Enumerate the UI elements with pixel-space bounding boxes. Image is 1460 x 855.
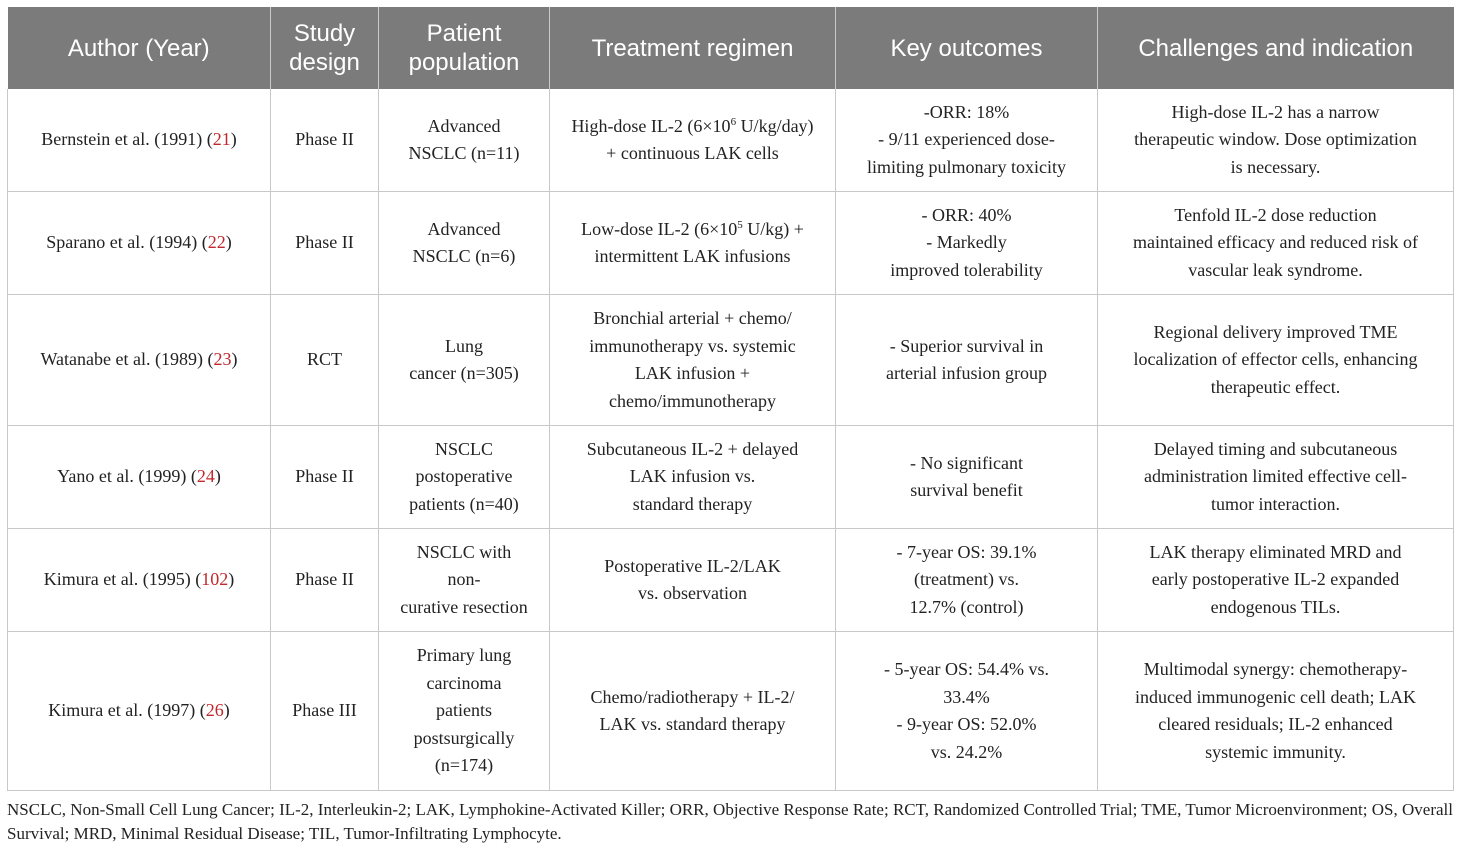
author-cell: Kimura et al. (1995) (102) — [8, 529, 271, 632]
table-row — [8, 426, 1454, 529]
reference-link[interactable]: 102 — [201, 569, 229, 590]
author-cell: Kimura et al. (1997) (26) — [8, 632, 271, 791]
treatment-cell: Bronchial arterial + chemo/ immunotherapy vs. systemic LAK infusion + chemo/immunotherapy — [550, 295, 836, 426]
population-cell: Lung cancer (n=305) — [379, 295, 550, 426]
treatment-cell: Low-dose IL-2 ($6\times 10^5$ U/kg) + intermittent LAK infusions — [550, 192, 836, 295]
table-row — [8, 89, 1454, 192]
outcomes-cell: - ORR: 40% - Markedly improved tolerability — [836, 192, 1098, 295]
challenges-cell: Regional delivery improved TME localization of effector cells, enhancing therapeutic effect. — [1098, 295, 1454, 426]
reference-link[interactable]: 21 — [212, 129, 231, 150]
outcomes-cell: - 7-year OS: 39.1% (treatment) vs. 12.7% (control) — [836, 529, 1098, 632]
table-container — [7, 7, 1453, 791]
design-cell: RCT — [271, 295, 379, 426]
treatment-cell: High-dose IL-2 ($6\times 10^6$ U/kg/day) + continuous LAK cells — [550, 89, 836, 192]
clinical-trials-table — [7, 7, 1454, 791]
table-row — [8, 632, 1454, 791]
author-cell: Yano et al. (1999) (24) — [8, 426, 271, 529]
challenges-cell: Delayed timing and subcutaneous administration limited effective cell- tumor interaction. — [1098, 426, 1454, 529]
population-cell: Primary lung carcinoma patients postsurgically (n=174) — [379, 632, 550, 791]
reference-link[interactable]: 23 — [213, 349, 232, 370]
reference-link[interactable]: 24 — [196, 466, 215, 487]
population-cell: Advanced NSCLC (n=11) — [379, 89, 550, 192]
header-author: Author (Year) — [8, 7, 271, 89]
header-challenges: Challenges and indication — [1098, 7, 1454, 89]
challenges-cell: Multimodal synergy: chemotherapy- induced immunogenic cell death; LAK cleared residuals; IL-2 enhanced systemic immunity. — [1098, 632, 1454, 791]
header-key-outcomes: Key outcomes — [836, 7, 1098, 89]
outcomes-cell: -ORR: 18% - 9/11 experienced dose- limiting pulmonary toxicity — [836, 89, 1098, 192]
treatment-cell: Subcutaneous IL-2 + delayed LAK infusion vs. standard therapy — [550, 426, 836, 529]
population-cell: NSCLC postoperative patients (n=40) — [379, 426, 550, 529]
outcomes-cell: - 5-year OS: 54.4% vs. 33.4% - 9-year OS: 52.0% vs. 24.2% — [836, 632, 1098, 791]
header-treatment-regimen: Treatment regimen — [550, 7, 836, 89]
design-cell: Phase II — [271, 192, 379, 295]
design-cell: Phase III — [271, 632, 379, 791]
population-cell: Advanced NSCLC (n=6) — [379, 192, 550, 295]
challenges-cell: LAK therapy eliminated MRD and early postoperative IL-2 expanded endogenous TILs. — [1098, 529, 1454, 632]
table-row — [8, 295, 1454, 426]
table-row — [8, 529, 1454, 632]
outcomes-cell: - Superior survival in arterial infusion group — [836, 295, 1098, 426]
outcomes-cell: - No significant survival benefit — [836, 426, 1098, 529]
design-cell: Phase II — [271, 529, 379, 632]
reference-link[interactable]: 22 — [207, 232, 226, 253]
author-cell: Sparano et al. (1994) (22) — [8, 192, 271, 295]
author-cell: Bernstein et al. (1991) (21) — [8, 89, 271, 192]
reference-link[interactable]: 26 — [205, 700, 224, 721]
header-row — [8, 7, 1454, 89]
treatment-cell: Postoperative IL-2/LAK vs. observation — [550, 529, 836, 632]
challenges-cell: High-dose IL-2 has a narrow therapeutic window. Dose optimization is necessary. — [1098, 89, 1454, 192]
challenges-cell: Tenfold IL-2 dose reduction maintained efficacy and reduced risk of vascular leak syndrome. — [1098, 192, 1454, 295]
header-patient-population: Patient population — [379, 7, 550, 89]
design-cell: Phase II — [271, 89, 379, 192]
header-study-design: Study design — [271, 7, 379, 89]
table-footnote: NSCLC, Non-Small Cell Lung Cancer; IL-2, Interleukin-2; LAK, Lymphokine-Activated Killer; ORR, Objective Response Rate; RCT, Randomized Controlled Trial; TME, Tumor Microenvironment; OS, Overall Survival; MRD, Minimal Residual Disease; TIL, Tumor-Infiltrating Lymphocyte. — [7, 800, 1453, 843]
table-row — [8, 192, 1454, 295]
population-cell: NSCLC with non- curative resection — [379, 529, 550, 632]
treatment-cell: Chemo/radiotherapy + IL-2/ LAK vs. standard therapy — [550, 632, 836, 791]
design-cell: Phase II — [271, 426, 379, 529]
author-cell: Watanabe et al. (1989) (23) — [8, 295, 271, 426]
